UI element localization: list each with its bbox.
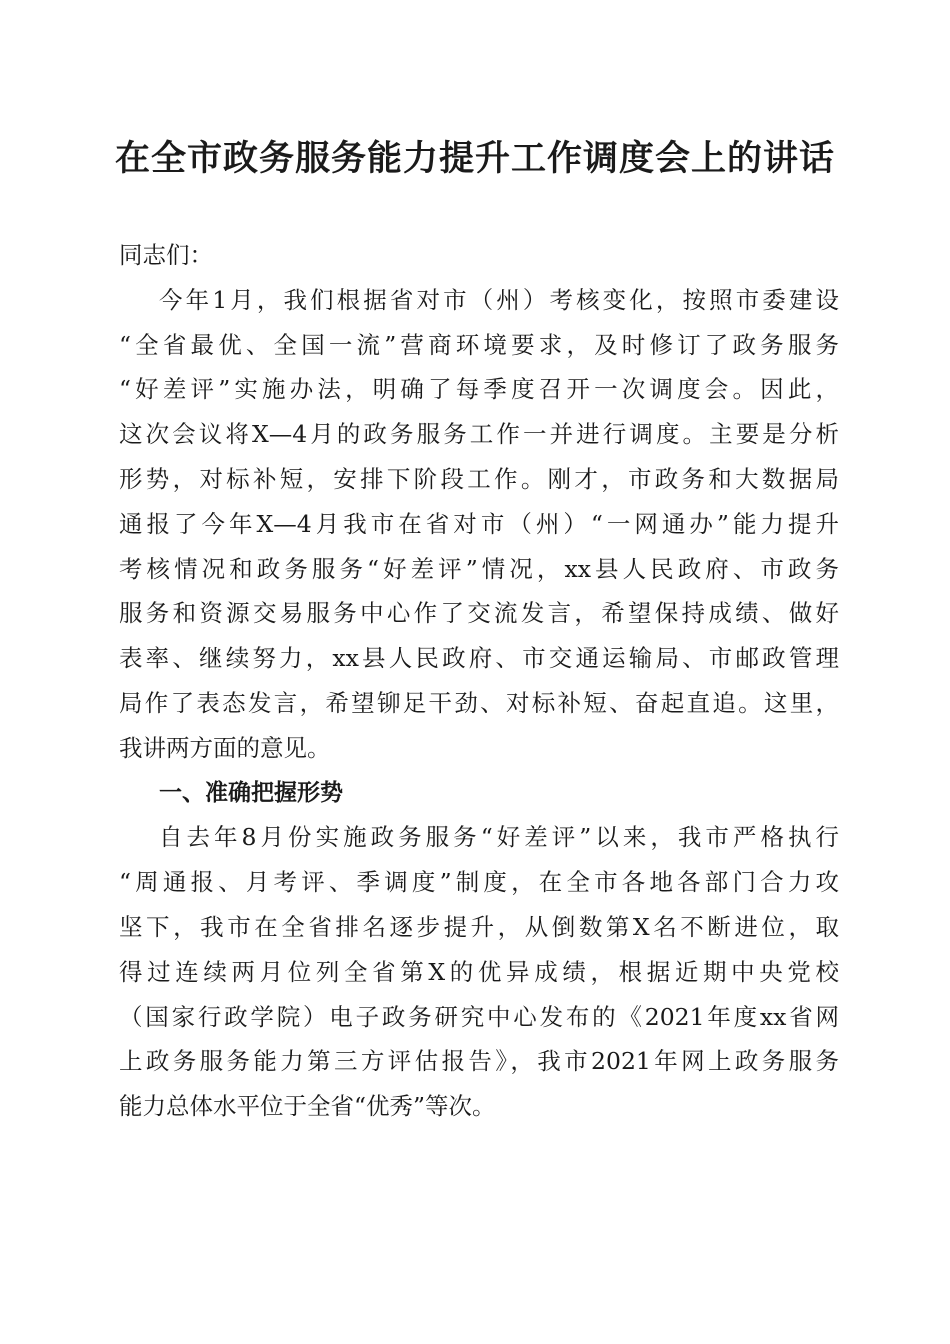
paragraph-1-line: 局作了表态发言，希望铆足干劲、对标补短、奋起直追。这里， <box>119 688 839 717</box>
paragraph-1-line: 表率、继续努力，xx县人民政府、市交通运输局、市邮政管理 <box>119 644 839 673</box>
paragraph-2-line: 上政务服务能力第三方评估报告》，我市2021年网上政务服务 <box>119 1047 839 1076</box>
paragraph-1-line: 考核情况和政务服务“好差评”情况，xx县人民政府、市政务 <box>119 554 839 583</box>
paragraph-1-line: 这次会议将X—4月的政务服务工作一并进行调度。主要是分析 <box>119 420 839 449</box>
section-heading: 一、准确把握形势 <box>159 779 343 806</box>
paragraph-1-line: 服务和资源交易服务中心作了交流发言，希望保持成绩、做好 <box>119 599 839 628</box>
paragraph-1-line: 我讲两方面的意见。 <box>119 733 331 762</box>
paragraph-2-line: “周通报、月考评、季调度”制度，在全市各地各部门合力攻 <box>119 868 839 897</box>
paragraph-1-line: “好差评”实施办法，明确了每季度召开一次调度会。因此， <box>119 375 839 404</box>
paragraph-1-line: 今年1月，我们根据省对市（州）考核变化，按照市委建设 <box>159 285 839 314</box>
document-body <box>119 233 839 1129</box>
paragraph-1-line: “全省最优、全国一流”营商环境要求，及时修订了政务服务 <box>119 330 839 359</box>
paragraph-2-line: 坚下，我市在全省排名逐步提升，从倒数第X名不断进位，取 <box>119 912 839 941</box>
paragraph-1-line: 通报了今年X—4月我市在省对市（州）“一网通办”能力提升 <box>119 509 839 538</box>
paragraph-2-line: （国家行政学院）电子政务研究中心发布的《2021年度xx省网 <box>119 1002 839 1031</box>
paragraph-2-line: 得过连续两月位列全省第X的优异成绩，根据近期中央党校 <box>119 957 839 986</box>
salutation: 同志们： <box>119 241 213 269</box>
paragraph-2-line: 能力总体水平位于全省“优秀”等次。 <box>119 1092 496 1121</box>
document-title: 在全市政务服务能力提升工作调度会上的讲话 <box>114 138 835 179</box>
paragraph-2-line: 自去年8月份实施政务服务“好差评”以来，我市严格执行 <box>159 823 839 852</box>
paragraph-1-line: 形势，对标补短，安排下阶段工作。刚才，市政务和大数据局 <box>119 464 839 493</box>
